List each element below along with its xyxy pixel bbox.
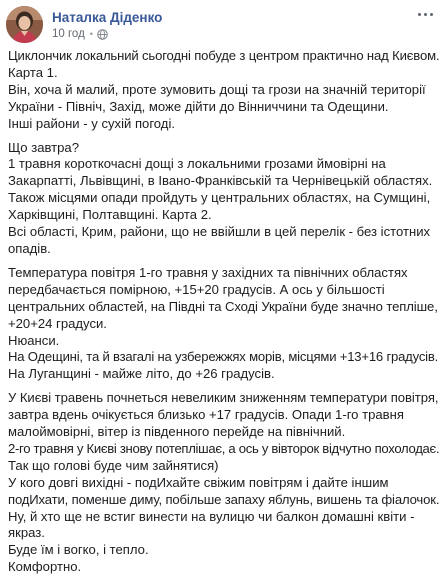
text-line: У Києві травень почнеться невеликим зниженням температури повітря, (8, 390, 439, 406)
post-text (8, 48, 440, 576)
avatar-image (6, 6, 43, 43)
text-line: Карта 1. (8, 64, 58, 80)
paragraph (8, 48, 440, 133)
text-line: Так що голові буде чим зайнятися) (8, 457, 219, 473)
post-time[interactable]: 10 год (52, 28, 85, 40)
text-line: передбачається помірною, +15+20 градусів. А ось у більшості (8, 281, 385, 297)
text-line: Що завтра? (8, 139, 79, 155)
text-line: Закарпатті, Львівщині, в Івано-Франківській та Чернівецькій областях. (8, 173, 433, 189)
text-line: Ну, й хто ще не встиг винести на вулицю чи балкон домашні квіти - (8, 508, 415, 524)
text-line: Інші райони - у сухій погоді. (8, 115, 175, 131)
text-line: Нюанси. (8, 332, 60, 348)
option-dot (418, 13, 421, 16)
text-line: центральних областей, на Півдні та Сході України буде значно тепліше, (8, 298, 438, 314)
globe-icon[interactable] (97, 29, 108, 40)
text-line: На Одещині, та й взагалі на узбережжях морів, місцями +13+16 градусів. (8, 349, 439, 365)
text-line: Комфортно. (8, 559, 82, 575)
meta-separator: • (89, 29, 93, 39)
text-line: Температура повітря 1-го травня у західних та північних областях (8, 264, 408, 280)
text-line: Він, хоча й малий, проте зумовить дощі та грози на значній території (8, 81, 426, 97)
text-line: 2-го травня у Києві знову потеплішає, а ось у вівторок відчутно похолодає. (8, 440, 440, 456)
avatar[interactable] (6, 6, 43, 43)
text-line: України - Північ, Захід, може дійти до Вінниччини та Одещини. (8, 98, 389, 114)
text-line: На Луганщині - майже літо, до +26 градусів. (8, 366, 275, 382)
post-header (6, 6, 438, 44)
more-options-icon[interactable] (414, 6, 436, 22)
paragraph-gap (8, 383, 440, 390)
text-line: Циклончик локальний сьогодні побуде з центром практично над Києвом. (8, 48, 440, 63)
option-dot (430, 13, 433, 16)
text-line: малоймовірні, вітер із південного перейде на північний. (8, 424, 346, 440)
author-name[interactable]: Наталка Діденко (52, 10, 163, 25)
paragraph-gap (8, 133, 440, 140)
post-meta (52, 28, 108, 40)
text-line: опадів. (8, 240, 51, 256)
text-line: Також місцями опади пройдуть у центральних областях, на Сумщині, (8, 190, 431, 206)
paragraph-gap (8, 258, 440, 265)
text-line: Всі області, Крим, райони, що не ввійшли в цей перелік - без істотних (8, 224, 431, 240)
text-line: У кого довгі вихідні - подИхайте свіжим повітрям і дайте іншим (8, 474, 389, 490)
paragraph (8, 390, 440, 576)
paragraph (8, 140, 440, 258)
text-line: 1 травня короткочасні дощі з локальними грозами ймовірні на (8, 156, 386, 172)
option-dot (424, 13, 427, 16)
text-line: подИхати, поменше диму, побільше запаху яблунь, вишень та фіалочок. (8, 491, 440, 507)
text-line: +20+24 градуси. (8, 315, 107, 331)
text-line: якраз. (8, 525, 45, 541)
text-line: Буде їм і вогко, і тепло. (8, 542, 149, 558)
paragraph (8, 265, 440, 383)
text-line: завтра вдень очікується близько +17 градусів. Опади 1-го травня (8, 407, 404, 423)
text-line: Харківщині, Полтавщині. Карта 2. (8, 207, 212, 223)
